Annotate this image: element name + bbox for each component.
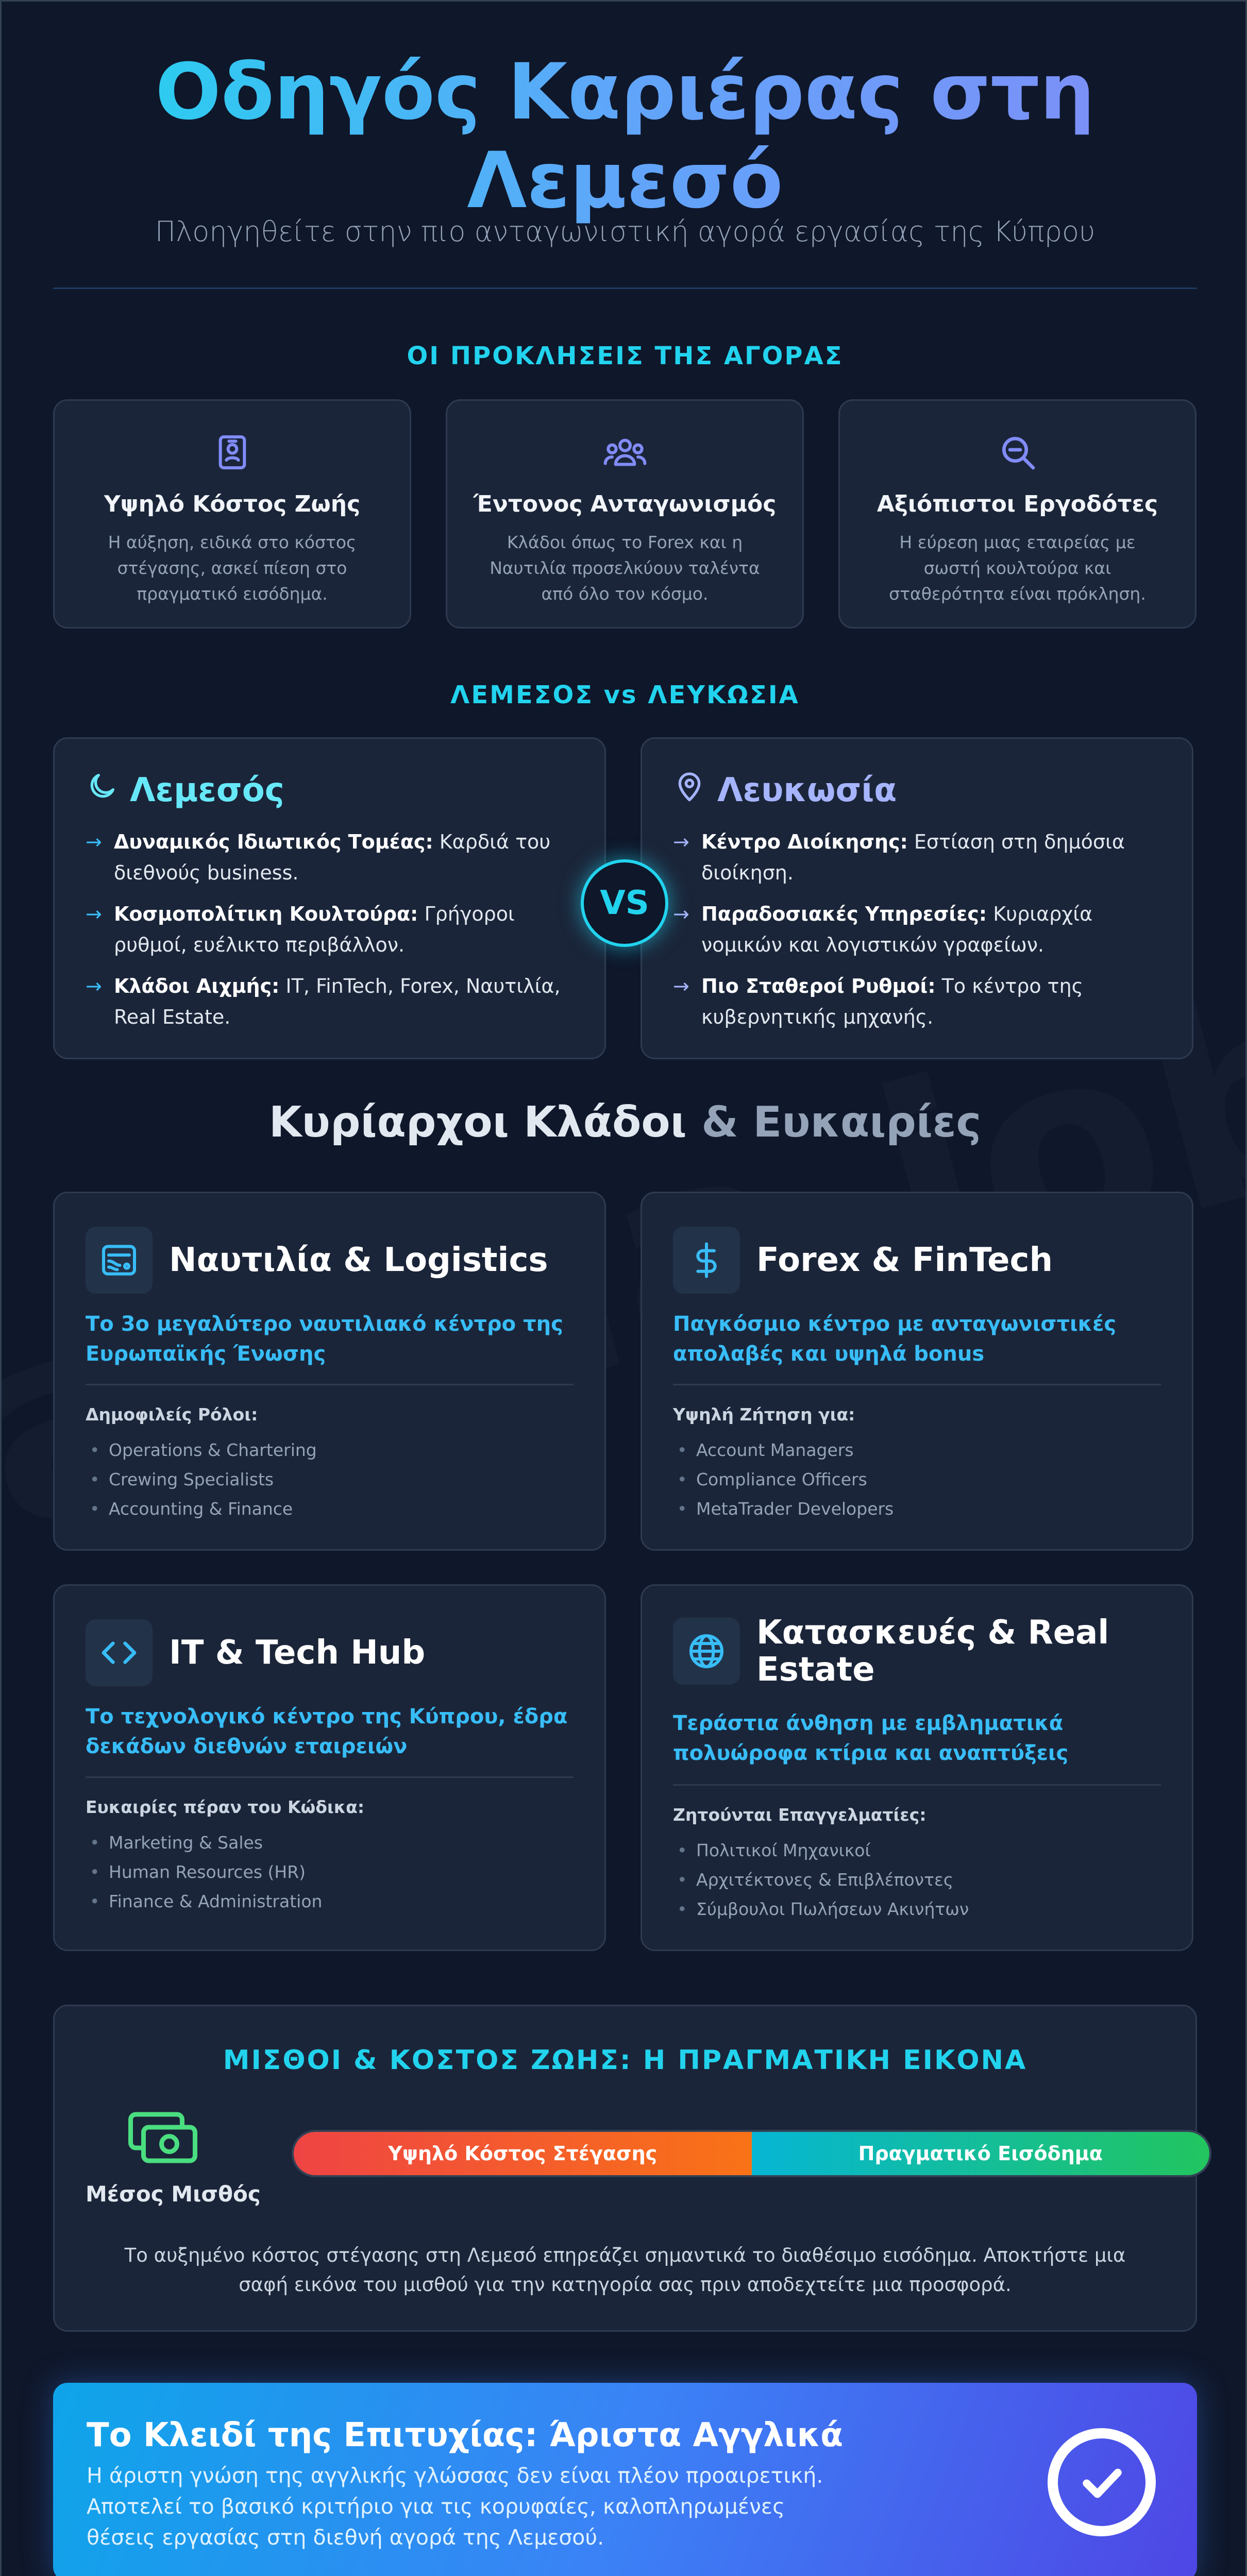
industry-title: Forex & FinTech [756, 1241, 1053, 1279]
list-item: • Πολιτικοί Μηχανικοί [673, 1836, 1161, 1865]
dollar-icon [673, 1227, 740, 1294]
list-item: • Compliance Officers [673, 1465, 1161, 1494]
nicosia-name: Λευκωσία [717, 771, 897, 809]
salary-bar [292, 2130, 1211, 2177]
list-item: → Κλάδοι Αιχμής: IT, FinTech, Forex, Ναυτιλία, Real Estate. [86, 975, 561, 1028]
industries-heading: Κυρίαρχοι Κλάδοι & Ευκαιρίες [268, 1098, 982, 1147]
moon-icon [86, 770, 119, 811]
list-item: • Σύμβουλοι Πωλήσεων Ακινήτων [673, 1894, 1161, 1924]
divider [86, 1384, 574, 1385]
list-item: • Marketing & Sales [86, 1828, 574, 1857]
money-icon [127, 2109, 199, 2168]
industry-subheading: Ζητούνται Επαγγελματίες: [673, 1805, 926, 1825]
map-pin-icon [673, 770, 706, 811]
salary-description: Το αυξημένο κόστος στέγασης στη Λεμεσό επηρεάζει σημαντικά το διαθέσιμο εισόδημα. Αποκτήστε μια σαφή εικόνα του μισθού για την κατηγορία σας πριν αποδεχτείτε μια προσφορά. [124, 2244, 1126, 2296]
industry-card-construction [641, 1584, 1193, 1951]
challenge-desc: Η εύρεση μιας εταιρείας με σωστή κουλτούρα και σταθερότητα είναι πρόκληση. [889, 532, 1146, 604]
list-item: • Accounting & Finance [86, 1494, 574, 1523]
ship-icon [86, 1227, 153, 1294]
challenge-title: Υψηλό Κόστος Ζωής [104, 491, 361, 517]
industry-tagline: Τεράστια άνθηση με εμβληματικά πολυώροφα κτίρια και αναπτύξεις [673, 1711, 1069, 1765]
challenge-desc: Η αύξηση, ειδικά στο κόστος στέγασης, ασκεί πίεση στο πραγματικό εισόδημα. [108, 532, 357, 604]
industry-subheading: Δημοφιλείς Ρόλοι: [86, 1404, 258, 1425]
search-minus-icon [840, 432, 1195, 473]
industry-tagline: Το 3ο μεγαλύτερο ναυτιλιακό κέντρο της Ευρωπαϊκής Ένωσης [86, 1312, 563, 1366]
code-icon [86, 1619, 153, 1686]
globe-icon [673, 1618, 740, 1685]
industry-roles [86, 1828, 574, 1916]
limassol-points [86, 826, 574, 1043]
challenge-card [838, 399, 1197, 629]
industry-title: Κατασκευές & Real Estate [756, 1614, 1109, 1689]
list-item: • MetaTrader Developers [673, 1494, 1161, 1523]
industry-title: IT & Tech Hub [169, 1634, 426, 1672]
divider [53, 287, 1197, 289]
industry-title: Ναυτιλία & Logistics [169, 1241, 548, 1279]
list-item: → Κέντρο Διοίκησης: Εστίαση στη δημόσια διοίκηση. [673, 831, 1125, 884]
challenges-heading: ΟΙ ΠΡΟΚΛΗΣΕΙΣ ΤΗΣ ΑΓΟΡΑΣ [407, 342, 844, 370]
divider [673, 1784, 1161, 1786]
industry-roles [86, 1435, 574, 1523]
challenge-desc: Κλάδοι όπως το Forex και η Ναυτιλία προσελκύουν ταλέντα από όλο τον κόσμο. [490, 532, 760, 604]
comparison-heading: ΛΕΜΕΣΟΣ vs ΛΕΥΚΩΣΙΑ [450, 681, 800, 709]
industry-roles [673, 1435, 1161, 1523]
limassol-card [53, 737, 606, 1059]
industry-card-it [53, 1584, 606, 1951]
industry-roles [673, 1836, 1161, 1924]
key-description: Η άριστη γνώση της αγγλικής γλώσσας δεν είναι πλέον προαιρετική. Αποτελεί το βασικό κριτήριο για τις κορυφαίες, καλοπληρωμένες θέσεις εργασίας στη διεθνή αγορά της Λεμεσού. [87, 2463, 823, 2550]
key-card [53, 2383, 1197, 2576]
divider [673, 1384, 1161, 1385]
industry-tagline: Παγκόσμιο κέντρο με ανταγωνιστικές απολαβές και υψηλά bonus [673, 1312, 1117, 1366]
real-income-segment: Πραγματικό Εισόδημα [752, 2132, 1210, 2175]
challenge-card [446, 399, 804, 629]
list-item: → Δυναμικός Ιδιωτικός Τομέας: Καρδιά του διεθνούς business. [86, 831, 551, 884]
limassol-name: Λεμεσός [130, 771, 284, 809]
list-item: → Κοσμοπολίτικη Κουλτούρα: Γρήγοροι ρυθμοί, ευέλικτο περιβάλλον. [86, 903, 515, 956]
challenge-title: Αξιόπιστοι Εργοδότες [877, 491, 1158, 517]
industry-subheading: Ευκαιρίες πέραν του Κώδικα: [86, 1797, 365, 1817]
industry-tagline: Το τεχνολογικό κέντρο της Κύπρου, έδρα δεκάδων διεθνών εταιρειών [86, 1705, 568, 1758]
list-item: • Finance & Administration [86, 1887, 574, 1916]
list-item: • Account Managers [673, 1435, 1161, 1465]
housing-cost-segment: Υψηλό Κόστος Στέγασης [294, 2132, 752, 2175]
list-item: → Παραδοσιακές Υπηρεσίες: Κυριαρχία νομικών και λογιστικών γραφείων. [673, 903, 1093, 956]
nicosia-card [641, 737, 1193, 1059]
page-title: Οδηγός Καριέρας στη Λεμεσό [53, 48, 1197, 225]
challenge-card [53, 399, 411, 629]
nicosia-points [673, 826, 1161, 1043]
salary-card [53, 2005, 1197, 2332]
divider [86, 1776, 574, 1778]
page-subtitle: Πλοηγηθείτε στην πιο ανταγωνιστική αγορά εργασίας της Κύπρου [155, 215, 1096, 248]
list-item: • Αρχιτέκτονες & Επιβλέποντες [673, 1865, 1161, 1894]
list-item: → Πιο Σταθεροί Ρυθμοί: Το κέντρο της κυβερνητικής μηχανής. [673, 975, 1083, 1028]
industry-card-shipping [53, 1192, 606, 1551]
users-icon [447, 432, 802, 473]
industry-card-forex [641, 1192, 1193, 1551]
list-item: • Human Resources (HR) [86, 1857, 574, 1887]
checkmark-icon [1048, 2428, 1156, 2536]
list-item: • Operations & Chartering [86, 1435, 574, 1465]
vs-badge: VS [581, 859, 668, 947]
challenge-title: Έντονος Ανταγωνισμός [473, 491, 777, 517]
salary-label: Μέσος Μισθός [86, 2181, 261, 2207]
industry-subheading: Υψηλή Ζήτηση για: [673, 1404, 855, 1425]
key-title: Το Κλειδί της Επιτυχίας: Άριστα Αγγλικά [87, 2416, 844, 2454]
id-badge-icon [55, 432, 410, 473]
salary-heading: ΜΙΣΘΟΙ & ΚΟΣΤΟΣ ΖΩΗΣ: Η ΠΡΑΓΜΑΤΙΚΗ ΕΙΚΟΝΑ [223, 2045, 1027, 2076]
list-item: • Crewing Specialists [86, 1465, 574, 1494]
